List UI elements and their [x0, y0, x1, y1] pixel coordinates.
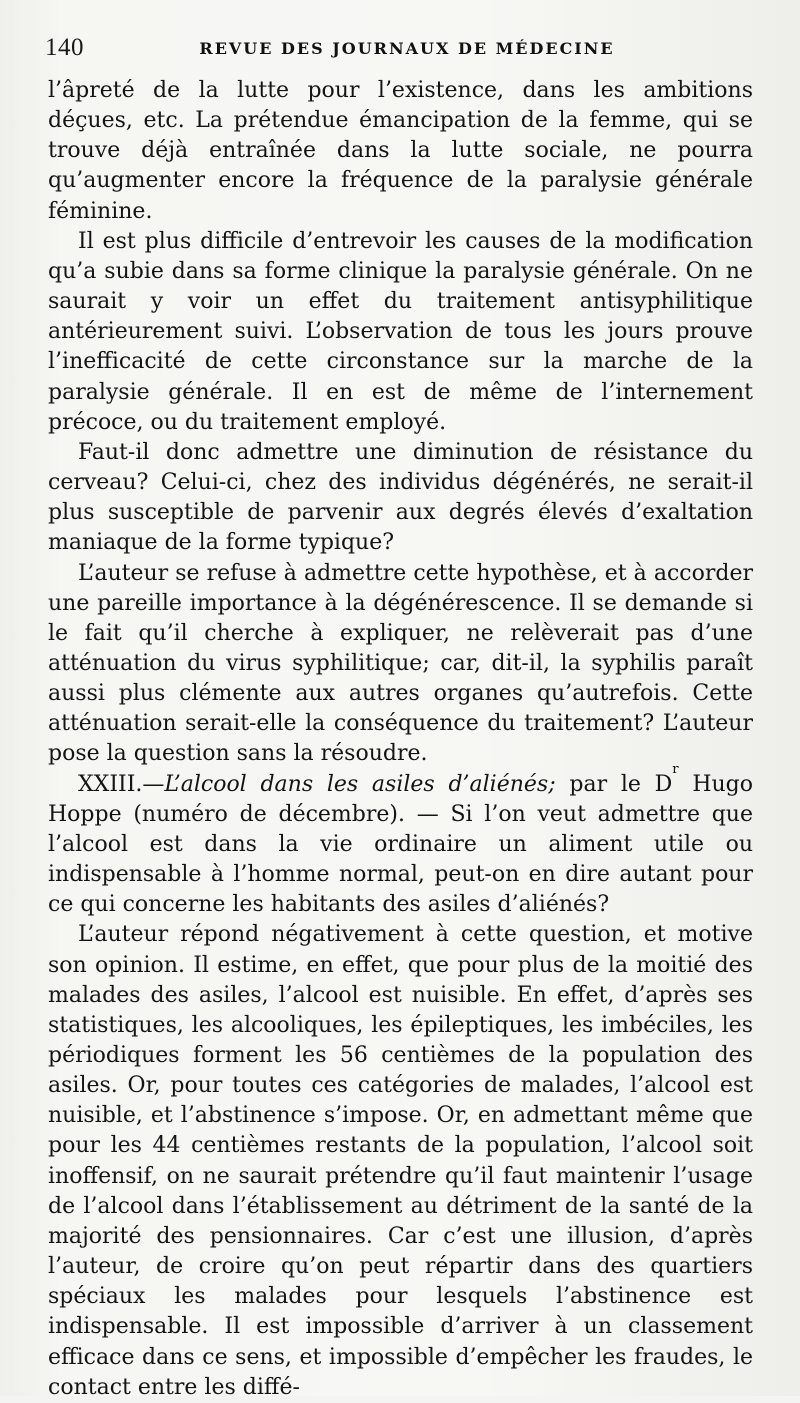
paragraph-4: L’auteur se refuse à admettre cette hypothèse, et à accorder une pareille importance à la dégénérescence. Il se demande si le fait qu’il cherche à expliquer, ne relèverait pas d’une atténuation du virus syphilitique; car, dit-il, la syphilis paraît aussi plus clémente aux autres organes qu’autrefois. Cette atténuation serait-elle la conséquence du traitement? L’auteur pose la question sans la résoudre.	[48, 560, 753, 767]
running-head	[45, 30, 755, 66]
paragraph-1: l’âpreté de la lutte pour l’existence, dans les ambitions déçues, etc. La prétendue émancipation de la femme, qui se trouve déjà entraînée dans la lutte sociale, ne pourra qu’augmenter encore la fréquence de la paralysie générale féminine.	[48, 78, 753, 224]
paragraph-5-section-xxiii	[48, 761, 753, 921]
journal-title: REVUE DES JOURNAUX DE MÉDECINE	[199, 38, 615, 58]
paragraph-3: Faut-il donc admettre une diminution de résistance du cerveau? Celui-ci, chez des individus dégénérés, ne serait-il plus susceptible de parvenir aux degrés élevés d’exaltation maniaque de la forme typique?	[48, 439, 753, 556]
body-text	[48, 76, 753, 1403]
paragraph-6: L’auteur répond négativement à cette question, et motive son opinion. Il estime, en effet, que pour plus de la moitié des malades des asiles, l’alcool est nuisible. En effet, d’après ses statistiques, les alcooliques, les épileptiques, les imbéciles, les périodiques forment les 56 centièmes de la population des asiles. Or, pour toutes ces catégories de malades, l’alcool est nuisible, et l’abstinence s’impose. Or, en admettant même que pour les 44 centièmes restants de la population, l’alcool soit inoffensif, on ne saurait prétendre qu’il faut maintenir l’usage de l’alcool dans l’établissement au détriment de la santé de la majorité des pensionnaires. Car c’est une illusion, d’après l’auteur, de croire qu’on peut répartir dans des quartiers spéciaux les malades pour lesquels l’abstinence est indispensable. Il est impossible d’arriver à un classement efficace dans ce sens, et impossible d’empêcher les fraudes, le contact entre les diffé-	[48, 922, 753, 1400]
author-title-superscript: r	[672, 761, 679, 777]
paragraph-2: Il est plus difficile d’entrevoir les causes de la modification qu’a subie dans sa forme clinique la paralysie générale. On ne saurait y voir un effet du traitement antisyphilitique antérieurement suivi. L’observation de tous les jours prouve l’inefficacité de cette circonstance sur la marche de la paralysie générale. Il en est de même de l’internement précoce, ou du traitement employé.	[48, 228, 753, 435]
page-number: 140	[45, 34, 84, 61]
author-prefix: par le D	[555, 771, 673, 797]
article-title: L’alcool dans les asiles d’aliénés;	[164, 771, 556, 797]
section-number: XXIII.—	[78, 771, 165, 797]
paragraph-5-body: Hugo Hoppe (numéro de décembre). — Si l’on veut admettre que l’alcool est dans la vie ordinaire un aliment utile ou indispensable à l’homme normal, peut-on en dire autant pour ce qui concerne les habitants des asiles d’aliénés?	[48, 771, 753, 918]
